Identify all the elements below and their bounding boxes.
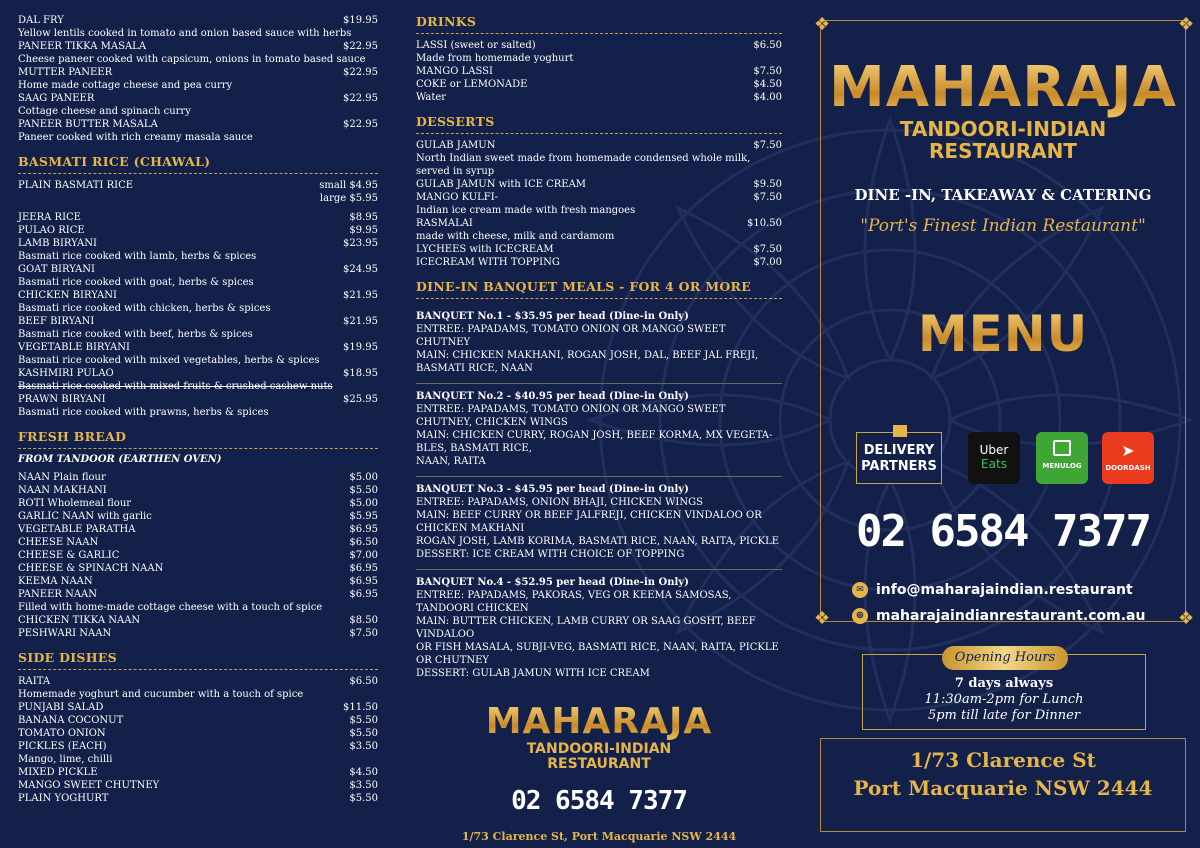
item-price: $5.50 xyxy=(349,793,378,804)
item-name: COKE or LEMONADE xyxy=(416,79,528,90)
menu-item xyxy=(18,779,378,792)
menu-item xyxy=(18,179,378,192)
item-name: BEEF BIRYANI xyxy=(18,316,95,327)
item-name: LAMB BIRYANI xyxy=(18,238,97,249)
menu-item xyxy=(18,766,378,779)
item-price: $7.50 xyxy=(753,244,782,255)
menu-item xyxy=(18,510,378,523)
bag-icon xyxy=(1053,440,1071,456)
footer-phone[interactable]: 02 6584 7377 xyxy=(511,786,687,816)
item-name: JEERA RICE xyxy=(18,212,81,223)
bread-subtitle: FROM TANDOOR (EARTHEN OVEN) xyxy=(18,454,222,465)
globe-icon: ⊕ xyxy=(852,608,868,624)
cover-menu-title: MENU xyxy=(806,306,1200,362)
item-name: RAITA xyxy=(18,676,51,687)
item-name: CHICKEN BIRYANI xyxy=(18,290,117,301)
item-name: GOAT BIRYANI xyxy=(18,264,95,275)
item-name: MUTTER PANEER xyxy=(18,67,113,78)
website-line[interactable] xyxy=(852,608,1145,624)
banquet-line: MAIN: BUTTER CHICKEN, LAMB CURRY OR SAAG GOSHT, BEEF VINDALOO xyxy=(416,616,756,640)
banquet-line: OR FISH MASALA, SUBJI-VEG, BASMATI RICE, NAAN, RAITA, PICKLE OR CHUTNEY xyxy=(416,642,779,666)
cover-tagline: "Port's Finest Indian Restaurant" xyxy=(860,216,1146,236)
menu-item xyxy=(18,588,378,601)
footer-brand-logo: MAHARAJA xyxy=(416,702,782,742)
item-description: Yellow lentils cooked in tomato and onion based sauce with herbs xyxy=(18,28,352,39)
item-name: PANEER BUTTER MASALA xyxy=(18,119,158,130)
item-name: ROTI xyxy=(18,498,45,509)
banquet-item xyxy=(416,570,782,688)
banquet-line: MAIN: BEEF CURRY OR BEEF JALFREJI, CHICKEN VINDALOO OR CHICKEN MAKHANI xyxy=(416,510,762,534)
item-price: $5.00 xyxy=(349,498,378,509)
bread-section-title: FRESH BREAD xyxy=(18,429,378,449)
item-description: Indian ice cream made with fresh mangoes xyxy=(416,205,636,216)
item-price: $19.95 xyxy=(343,342,378,353)
item-price: $8.95 xyxy=(349,212,378,223)
menu-item xyxy=(18,237,378,250)
bread-list-2 xyxy=(18,614,378,640)
menu-item xyxy=(416,256,782,269)
item-price: $6.95 xyxy=(349,576,378,587)
menu-item xyxy=(18,523,378,536)
item-price: $18.95 xyxy=(343,368,378,379)
item-price: $9.95 xyxy=(349,225,378,236)
rice-list xyxy=(18,211,378,419)
item-name: LASSI (sweet or salted) xyxy=(416,40,536,51)
banquet-title: BANQUET No.3 - $45.95 per head (Dine-in Only) xyxy=(416,484,689,495)
item-price: $25.95 xyxy=(343,394,378,405)
banquet-line: NAAN, RAITA xyxy=(416,456,486,467)
doordash-button[interactable] xyxy=(1102,432,1154,484)
hours-line-3: 5pm till late for Dinner xyxy=(927,708,1081,723)
item-price: $3.50 xyxy=(349,780,378,791)
item-description: Mango, lime, chilli xyxy=(18,754,113,765)
menu-item xyxy=(18,675,378,688)
item-name: RASMALAI xyxy=(416,218,473,229)
item-name: PLAIN YOGHURT xyxy=(18,793,109,804)
item-extra: Wholemeal flour xyxy=(47,498,132,509)
menu-item xyxy=(18,40,378,53)
item-name: LYCHEES with ICECREAM xyxy=(416,244,554,255)
item-name-group xyxy=(18,510,152,523)
banquet-line: MAIN: CHICKEN MAKHANI, ROGAN JOSH, DAL, BEEF JAL FREJI, BASMATI RICE, NAAN xyxy=(416,350,759,374)
menu-item xyxy=(18,575,378,588)
item-price: $5.50 xyxy=(349,715,378,726)
item-price: $4.50 xyxy=(753,79,782,90)
item-name: CHEESE & GARLIC xyxy=(18,550,120,561)
menulog-button[interactable] xyxy=(1036,432,1088,484)
cover-brand-sub1: TANDOORI-INDIAN xyxy=(899,117,1107,141)
menu-item xyxy=(416,243,782,256)
veg-mains-list xyxy=(18,14,378,144)
item-description: made with cheese, milk and cardamom xyxy=(416,231,615,242)
address-line-2: Port Macquarie NSW 2444 xyxy=(853,776,1153,800)
menu-item xyxy=(18,484,378,497)
banquet-item xyxy=(416,304,782,384)
item-name: PRAWN BIRYANI xyxy=(18,394,106,405)
footer-brand-sub2: RESTAURANT xyxy=(547,756,651,772)
item-name: PUNJABI SALAD xyxy=(18,702,104,713)
item-name: PANEER NAAN xyxy=(18,589,98,600)
banquet-item xyxy=(416,384,782,477)
banquet-line: DESSERT: GULAB JAMUN WITH ICE CREAM xyxy=(416,668,650,679)
item-price: $4.00 xyxy=(753,92,782,103)
item-price: $21.95 xyxy=(343,316,378,327)
item-description: Homemade yoghurt and cucumber with a touch of spice xyxy=(18,689,304,700)
item-description: Paneer cooked with rich creamy masala sauce xyxy=(18,132,253,143)
doordash-label: DOORDASH xyxy=(1105,464,1151,472)
menu-item xyxy=(18,66,378,79)
item-description: Home made cottage cheese and pea curry xyxy=(18,80,233,91)
email-address[interactable]: info@maharajaindian.restaurant xyxy=(876,582,1133,598)
item-description: Basmati rice cooked with mixed vegetables, herbs & spices xyxy=(18,355,320,366)
address-line-1: 1/73 Clarence St xyxy=(910,748,1096,772)
item-price: $5.50 xyxy=(349,728,378,739)
menu-item xyxy=(416,78,782,91)
drinks-section-title: DRINKS xyxy=(416,14,782,34)
footer-address: 1/73 Clarence St, Port Macquarie NSW 2444 xyxy=(461,830,737,843)
item-description: Cheese paneer cooked with capsicum, onions in tomato based sauce xyxy=(18,54,366,65)
ornament-icon: ❖ xyxy=(1178,608,1195,629)
menulog-label: MENULOG xyxy=(1042,462,1082,470)
item-name: NAAN xyxy=(18,472,50,483)
item-name: DAL FRY xyxy=(18,15,64,26)
delivery-partners-badge xyxy=(856,432,942,484)
menu-item xyxy=(18,14,378,27)
item-description: Cottage cheese and spinach curry xyxy=(18,106,191,117)
item-price: $10.50 xyxy=(747,218,782,229)
item-description: Basmati rice cooked with prawns, herbs & spices xyxy=(18,407,269,418)
item-price: $22.95 xyxy=(343,67,378,78)
menu-item xyxy=(18,393,378,406)
email-icon: ✉ xyxy=(852,582,868,598)
item-price: $6.50 xyxy=(349,537,378,548)
item-price: $23.95 xyxy=(343,238,378,249)
cover-services: DINE -IN, TAKEAWAY & CATERING xyxy=(854,186,1152,204)
item-price: $8.50 xyxy=(349,615,378,626)
item-price: $6.50 xyxy=(753,40,782,51)
menu-item xyxy=(18,549,378,562)
ornament-icon: ❖ xyxy=(1178,14,1195,35)
item-price: $11.50 xyxy=(343,702,378,713)
item-name: CHEESE & SPINACH NAAN xyxy=(18,563,164,574)
menu-item xyxy=(18,341,378,354)
banquet-line: ENTREE: PAPADAMS, PAKORAS, VEG OR KEEMA SAMOSAS, TANDOORI CHICKEN xyxy=(416,590,732,614)
item-price: $22.95 xyxy=(343,41,378,52)
banquet-title: BANQUET No.1 - $35.95 per head (Dine-in Only) xyxy=(416,311,689,322)
item-name: PANEER TIKKA MASALA xyxy=(18,41,147,52)
footer-brand-sub1: TANDOORI-INDIAN xyxy=(526,741,672,757)
item-price: $9.50 xyxy=(753,179,782,190)
item-price: $6.50 xyxy=(349,676,378,687)
banquet-list xyxy=(416,304,782,688)
menu-item xyxy=(18,627,378,640)
menu-item xyxy=(416,65,782,78)
item-name: TOMATO ONION xyxy=(18,728,106,739)
opening-hours-title: Opening Hours xyxy=(942,646,1068,670)
hours-line-2: 11:30am-2pm for Lunch xyxy=(924,692,1084,707)
item-name: Water xyxy=(416,92,447,103)
banquet-title: BANQUET No.4 - $52.95 per head (Dine-in Only) xyxy=(416,577,689,588)
menu-item xyxy=(18,792,378,805)
address-block xyxy=(806,746,1200,802)
item-description: Made from homemade yoghurt xyxy=(416,53,574,64)
item-name: MANGO KULFI- xyxy=(416,192,499,203)
item-price: $24.95 xyxy=(343,264,378,275)
item-name: PICKLES (EACH) xyxy=(18,741,107,752)
menu-item xyxy=(416,217,782,230)
desserts-list xyxy=(416,139,782,269)
item-price: $6.95 xyxy=(349,524,378,535)
item-extra: Plain flour xyxy=(53,472,106,483)
menu-item xyxy=(18,727,378,740)
menu-item xyxy=(18,92,378,105)
delivery-label-line1: DELIVERY xyxy=(863,443,935,458)
item-price: $7.00 xyxy=(753,257,782,268)
drinks-list xyxy=(416,39,782,104)
menu-item xyxy=(18,701,378,714)
opening-hours-text xyxy=(862,676,1146,724)
ubereats-label-1: Uber xyxy=(979,443,1009,457)
hours-line-1: 7 days always xyxy=(954,676,1054,691)
menu-item xyxy=(18,315,378,328)
item-name: MIXED PICKLE xyxy=(18,767,98,778)
cover-brand-sub2: RESTAURANT xyxy=(929,139,1077,163)
item-description: Basmati rice cooked with chicken, herbs & spices xyxy=(18,303,271,314)
item-price: $5.50 xyxy=(349,485,378,496)
item-price: small $4.95 xyxy=(319,180,378,191)
menu-item xyxy=(18,224,378,237)
menu-item xyxy=(18,714,378,727)
item-name: GULAB JAMUN xyxy=(416,140,496,151)
item-price: $7.00 xyxy=(349,550,378,561)
sides-list xyxy=(18,675,378,805)
cover-brand-block xyxy=(806,55,1200,163)
menu-item xyxy=(416,178,782,191)
ubereats-button[interactable] xyxy=(968,432,1020,484)
item-price: $7.50 xyxy=(349,628,378,639)
item-name: ICECREAM WITH TOPPING xyxy=(416,257,560,268)
menu-item xyxy=(416,191,782,204)
delivery-label-line2: PARTNERS xyxy=(861,459,937,474)
item-description: Basmati rice cooked with mixed fruits & crushed cashew nuts xyxy=(18,381,333,392)
banquet-section-title: DINE-IN BANQUET MEALS - FOR 4 OR MORE xyxy=(416,279,782,299)
item-price: $5.95 xyxy=(349,511,378,522)
item-name: GULAB JAMUN with ICE CREAM xyxy=(416,179,587,190)
sides-section-title: SIDE DISHES xyxy=(18,650,378,670)
banquet-line: ROGAN JOSH, LAMB KORIMA, BASMATI RICE, NAAN, RAITA, PICKLE xyxy=(416,536,780,547)
item-name: VEGETABLE BIRYANI xyxy=(18,342,130,353)
item-price: $22.95 xyxy=(343,119,378,130)
item-extra: with garlic xyxy=(97,511,152,522)
banquet-item xyxy=(416,477,782,570)
menu-item xyxy=(18,289,378,302)
item-price: $7.50 xyxy=(753,66,782,77)
website-url[interactable]: maharajaindianrestaurant.com.au xyxy=(876,608,1146,624)
item-price: $6.95 xyxy=(349,589,378,600)
item-name: VEGETABLE PARATHA xyxy=(18,524,136,535)
item-description: Filled with home-made cottage cheese with a touch of spice xyxy=(18,602,323,613)
menu-item xyxy=(18,536,378,549)
cover-brand-logo: MAHARAJA xyxy=(806,58,1200,118)
item-name: GARLIC NAAN xyxy=(18,511,95,522)
rice-section-title: BASMATI RICE (CHAWAL) xyxy=(18,154,378,174)
menu-item xyxy=(18,614,378,627)
banquet-line: ENTREE: PAPADAMS, TOMATO ONION OR MANGO SWEET CHUTNEY xyxy=(416,324,726,348)
item-name: PULAO RICE xyxy=(18,225,85,236)
item-name-group xyxy=(18,471,106,484)
item-name: BANANA COCONUT xyxy=(18,715,124,726)
item-price: $7.50 xyxy=(753,140,782,151)
menu-item xyxy=(18,118,378,131)
item-description: Basmati rice cooked with lamb, herbs & spices xyxy=(18,251,257,262)
email-line[interactable] xyxy=(852,582,1133,598)
desserts-section-title: DESSERTS xyxy=(416,114,782,134)
item-name: KASHMIRI PULAO xyxy=(18,368,114,379)
item-name: KEEMA NAAN xyxy=(18,576,93,587)
item-description: Basmati rice cooked with beef, herbs & spices xyxy=(18,329,253,340)
cover-phone[interactable]: 02 6584 7377 xyxy=(856,506,1150,557)
banquet-line: DESSERT: ICE CREAM WITH CHOICE OF TOPPING xyxy=(416,549,685,560)
item-price: $7.50 xyxy=(753,192,782,203)
item-price: $3.50 xyxy=(349,741,378,752)
footer-brand-block xyxy=(416,702,782,843)
item-name: MANGO LASSI xyxy=(416,66,493,77)
item-name: PESHWARI NAAN xyxy=(18,628,112,639)
menu-cover xyxy=(806,0,1200,848)
ubereats-label-2: Eats xyxy=(981,457,1007,471)
ornament-icon: ❖ xyxy=(814,14,831,35)
menu-item xyxy=(18,263,378,276)
item-price: $21.95 xyxy=(343,290,378,301)
item-price: $19.95 xyxy=(343,15,378,26)
ornament-icon: ❖ xyxy=(814,608,831,629)
item-price: $22.95 xyxy=(343,93,378,104)
item-price: $4.50 xyxy=(349,767,378,778)
bread-list xyxy=(18,471,378,601)
menu-item xyxy=(18,192,378,205)
item-price: $5.00 xyxy=(349,472,378,483)
menu-column-drinks-desserts xyxy=(416,14,782,848)
menu-item xyxy=(18,211,378,224)
item-name: SAAG PANEER xyxy=(18,93,95,104)
menu-item xyxy=(18,367,378,380)
doordash-icon: ➤ xyxy=(1121,441,1135,460)
menu-item xyxy=(18,471,378,484)
item-description: Basmati rice cooked with goat, herbs & spices xyxy=(18,277,254,288)
item-name: CHICKEN TIKKA NAAN xyxy=(18,615,141,626)
item-name: MANGO SWEET CHUTNEY xyxy=(18,780,160,791)
menu-item xyxy=(18,497,378,510)
item-name: CHEESE NAAN xyxy=(18,537,99,548)
banquet-title: BANQUET No.2 - $40.95 per head (Dine-in Only) xyxy=(416,391,689,402)
menu-item xyxy=(416,39,782,52)
banquet-line: ENTREE: PAPADAMS, ONION BHAJI, CHICKEN WINGS xyxy=(416,497,703,508)
item-price: large $5.95 xyxy=(319,193,378,204)
item-name-group xyxy=(18,497,131,510)
menu-item xyxy=(18,740,378,753)
menu-item xyxy=(416,139,782,152)
item-price: $6.95 xyxy=(349,563,378,574)
menu-column-mains xyxy=(18,14,378,848)
menu-item xyxy=(18,562,378,575)
item-description: North Indian sweet made from homemade condensed whole milk, served in syrup xyxy=(416,153,751,177)
banquet-line: ENTREE: PAPADAMS, TOMATO ONION OR MANGO SWEET CHUTNEY, CHICKEN WINGS xyxy=(416,404,726,428)
banquet-line: MAIN: CHICKEN CURRY, ROGAN JOSH, BEEF KORMA, MX VEGETA-BLES, BASMATI RICE, xyxy=(416,430,773,454)
bookmark-icon xyxy=(893,425,907,437)
item-name: NAAN MAKHANI xyxy=(18,485,107,496)
item-name: PLAIN BASMATI RICE xyxy=(18,180,134,191)
menu-item xyxy=(416,91,782,104)
